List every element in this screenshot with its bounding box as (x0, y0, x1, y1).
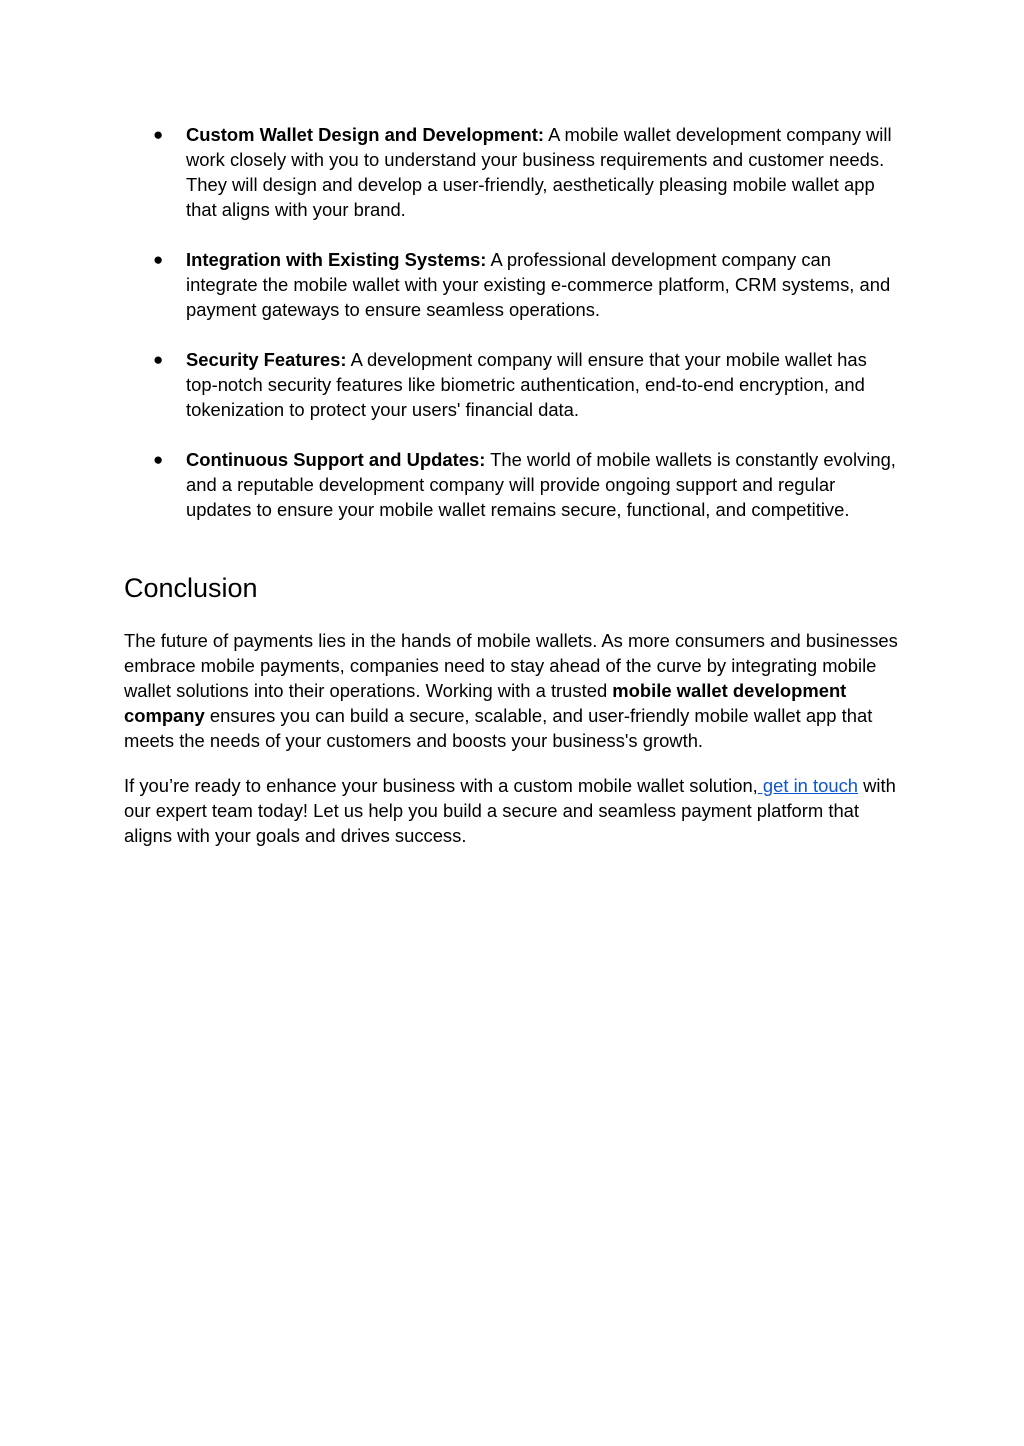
paragraph-text: The future of payments lies in the hands of mobile wallets. As more consumers and businesses embrace mobile payments, companies need to stay ahead of the curve by integrating mobile wallet solutions into their operations. Working with a trusted (124, 630, 898, 701)
bullet-title: Custom Wallet Design and Development: (186, 124, 544, 145)
bullet-text: A professional development company can integrate the mobile wallet with your existing e-commerce platform, CRM systems, and payment gateways to ensure seamless operations. (186, 249, 891, 320)
conclusion-paragraph (124, 628, 904, 753)
bullet-text: A mobile wallet development company will work closely with you to understand your business requirements and customer needs. They will design and develop a user-friendly, aesthetically pleasing mobile wallet app that aligns with your brand. (186, 124, 892, 220)
bullet-text: The world of mobile wallets is constantly evolving, and a reputable development company will provide ongoing support and regular updates to ensure your mobile wallet remains secure, functional, and competitive. (186, 449, 896, 520)
conclusion-heading: Conclusion (124, 573, 258, 603)
paragraph-text: with our expert team today! Let us help you build a secure and seamless payment platform that aligns with your goals and drives success. (124, 775, 896, 846)
bullet-title: Security Features: (186, 349, 347, 370)
feature-list (0, 122, 1024, 547)
bullet-icon: ● (153, 250, 164, 269)
bold-phrase: mobile wallet development company (124, 680, 847, 726)
bullet-icon: ● (153, 450, 164, 469)
get-in-touch-link[interactable]: get in touch (757, 775, 858, 796)
bullet-text: A development company will ensure that your mobile wallet has top-notch security features like biometric authentication, end-to-end encryption, and tokenization to protect your users' financial data. (186, 349, 867, 420)
list-item (0, 122, 896, 222)
list-item (0, 247, 896, 322)
list-item (0, 447, 896, 522)
bullet-title: Continuous Support and Updates: (186, 449, 486, 470)
list-item (0, 347, 896, 422)
bullet-icon: ● (153, 350, 164, 369)
paragraph-text: If you’re ready to enhance your business with a custom mobile wallet solution, (124, 775, 758, 796)
paragraph-text: ensures you can build a secure, scalable, and user-friendly mobile wallet app that meets the needs of your customers and boosts your business's growth. (124, 705, 873, 751)
cta-paragraph (124, 773, 904, 848)
bullet-icon: ● (153, 125, 164, 144)
bullet-title: Integration with Existing Systems: (186, 249, 487, 270)
